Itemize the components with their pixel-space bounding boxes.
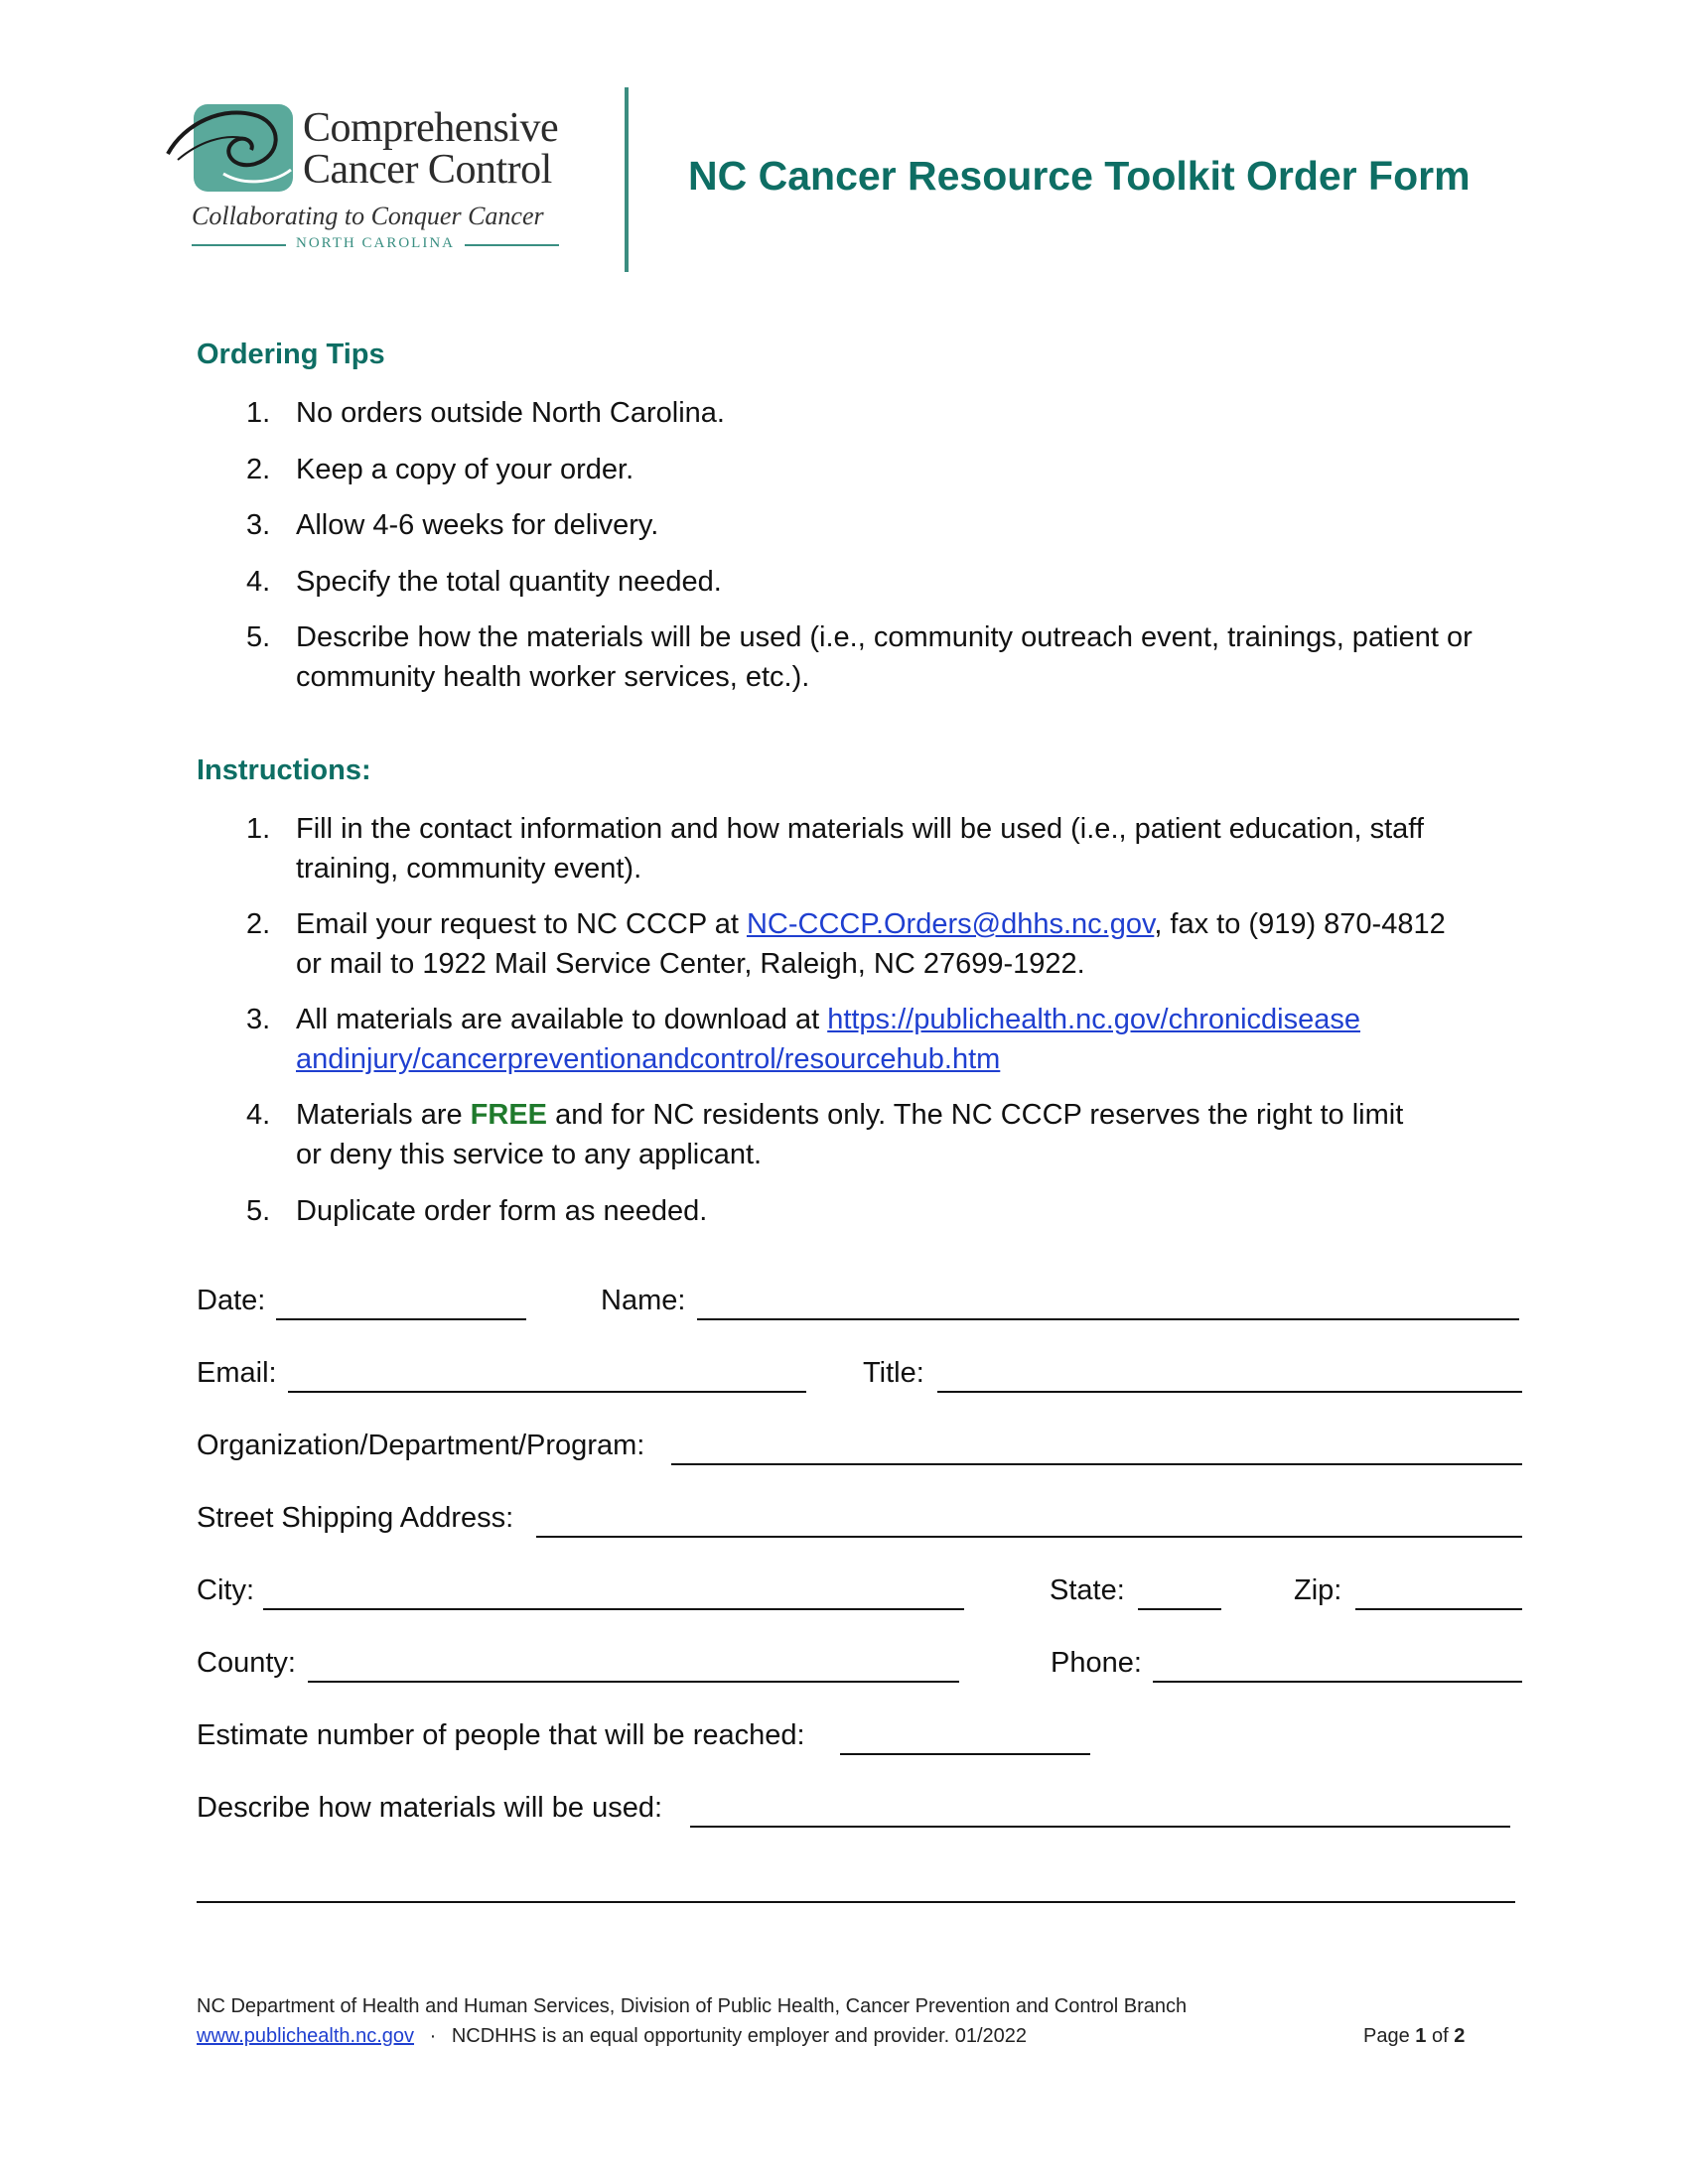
swirl-logo-icon xyxy=(164,94,303,204)
list-number: 2. xyxy=(246,454,271,485)
instructions-heading: Instructions: xyxy=(197,754,371,786)
list-number: 4. xyxy=(246,1099,271,1131)
text-segment: , fax to (919) 870-4812 xyxy=(1154,908,1446,940)
header-divider xyxy=(625,87,629,272)
page-title: NC Cancer Resource Toolkit Order Form xyxy=(688,153,1471,199)
list-text xyxy=(296,904,1446,944)
list-number: 1. xyxy=(246,813,271,845)
city-field[interactable] xyxy=(263,1608,964,1610)
list-number: 3. xyxy=(246,1004,271,1035)
county-field[interactable] xyxy=(308,1681,959,1683)
describe-field-line-2[interactable] xyxy=(197,1901,1515,1903)
footer-line-2 xyxy=(197,2025,1027,2048)
page-total: 2 xyxy=(1454,2025,1466,2047)
date-field[interactable] xyxy=(276,1318,526,1320)
page-current: 1 xyxy=(1415,2025,1427,2047)
page-number xyxy=(1363,2025,1465,2048)
text-segment: Email your request to NC CCCP at xyxy=(296,908,747,940)
email-field[interactable] xyxy=(288,1391,806,1393)
resource-hub-link[interactable]: https://publichealth.nc.gov/chronicdisease xyxy=(827,1004,1361,1035)
page-prefix: Page xyxy=(1363,2025,1416,2047)
county-label: County: xyxy=(197,1647,296,1679)
email-label: Email: xyxy=(197,1357,277,1389)
logo-rule-right xyxy=(465,244,559,246)
free-highlight: FREE xyxy=(470,1099,548,1131)
text-segment: All materials are available to download at xyxy=(296,1004,828,1035)
estimate-field[interactable] xyxy=(840,1753,1090,1755)
list-text: Keep a copy of your order. xyxy=(296,454,634,485)
ordering-tips-heading: Ordering Tips xyxy=(197,339,385,370)
logo-line-1: Comprehensive xyxy=(303,105,559,151)
organization-field[interactable] xyxy=(671,1463,1522,1465)
phone-label: Phone: xyxy=(1051,1647,1142,1679)
list-number: 4. xyxy=(246,566,271,598)
text-segment: and for NC residents only. The NC CCCP reserves the right to limit xyxy=(547,1099,1404,1131)
logo-region-text: NORTH CAROLINA xyxy=(295,235,455,251)
order-email-link[interactable]: NC-CCCP.Orders@dhhs.nc.gov xyxy=(746,908,1155,940)
logo-region xyxy=(192,235,559,255)
address-field[interactable] xyxy=(536,1536,1522,1538)
name-label: Name: xyxy=(601,1285,686,1316)
list-number: 1. xyxy=(246,397,271,429)
logo-tagline: Collaborating to Conquer Cancer xyxy=(192,202,544,230)
footer-separator: · xyxy=(429,2025,437,2047)
zip-label: Zip: xyxy=(1294,1574,1342,1606)
list-text: Duplicate order form as needed. xyxy=(296,1195,708,1227)
list-text: No orders outside North Carolina. xyxy=(296,397,725,429)
list-number: 5. xyxy=(246,621,271,653)
phone-field[interactable] xyxy=(1153,1681,1522,1683)
list-text: Fill in the contact information and how materials will be used (i.e., patient education, staff xyxy=(296,813,1424,845)
name-field[interactable] xyxy=(697,1318,1519,1320)
cccp-logo xyxy=(164,94,581,263)
title-label: Title: xyxy=(863,1357,924,1389)
state-label: State: xyxy=(1050,1574,1125,1606)
logo-line-2: Cancer Control xyxy=(303,147,552,193)
list-text: or mail to 1922 Mail Service Center, Raleigh, NC 27699-1922. xyxy=(296,948,1085,980)
describe-label: Describe how materials will be used: xyxy=(197,1792,663,1824)
estimate-label: Estimate number of people that will be reached: xyxy=(197,1719,805,1751)
resource-hub-link-continued[interactable]: andinjury/cancerpreventionandcontrol/resourcehub.htm xyxy=(296,1043,1001,1075)
list-text: training, community event). xyxy=(296,853,642,885)
date-label: Date: xyxy=(197,1285,266,1316)
organization-label: Organization/Department/Program: xyxy=(197,1430,645,1461)
list-text: Allow 4-6 weeks for delivery. xyxy=(296,509,659,541)
list-text xyxy=(296,1000,1360,1039)
list-text xyxy=(296,1039,1000,1079)
zip-field[interactable] xyxy=(1355,1608,1522,1610)
list-number: 3. xyxy=(246,509,271,541)
city-label: City: xyxy=(197,1574,254,1606)
list-text: Specify the total quantity needed. xyxy=(296,566,722,598)
state-field[interactable] xyxy=(1138,1608,1221,1610)
address-label: Street Shipping Address: xyxy=(197,1502,514,1534)
title-field[interactable] xyxy=(937,1391,1522,1393)
list-number: 5. xyxy=(246,1195,271,1227)
list-number: 2. xyxy=(246,908,271,940)
list-text: community health worker services, etc.). xyxy=(296,661,810,693)
text-segment: Materials are xyxy=(296,1099,471,1131)
list-text: Describe how the materials will be used (i.e., community outreach event, trainings, patient or xyxy=(296,621,1473,653)
footer-statement: NCDHHS is an equal opportunity employer and provider. 01/2022 xyxy=(451,2025,1028,2047)
page-of: of xyxy=(1426,2025,1455,2047)
list-text: or deny this service to any applicant. xyxy=(296,1139,763,1170)
list-text xyxy=(296,1095,1403,1135)
footer-department: NC Department of Health and Human Services, Division of Public Health, Cancer Prevention and Control Branch xyxy=(197,1995,1188,2017)
footer-website-link[interactable]: www.publichealth.nc.gov xyxy=(197,2025,415,2047)
describe-field[interactable] xyxy=(690,1826,1510,1828)
